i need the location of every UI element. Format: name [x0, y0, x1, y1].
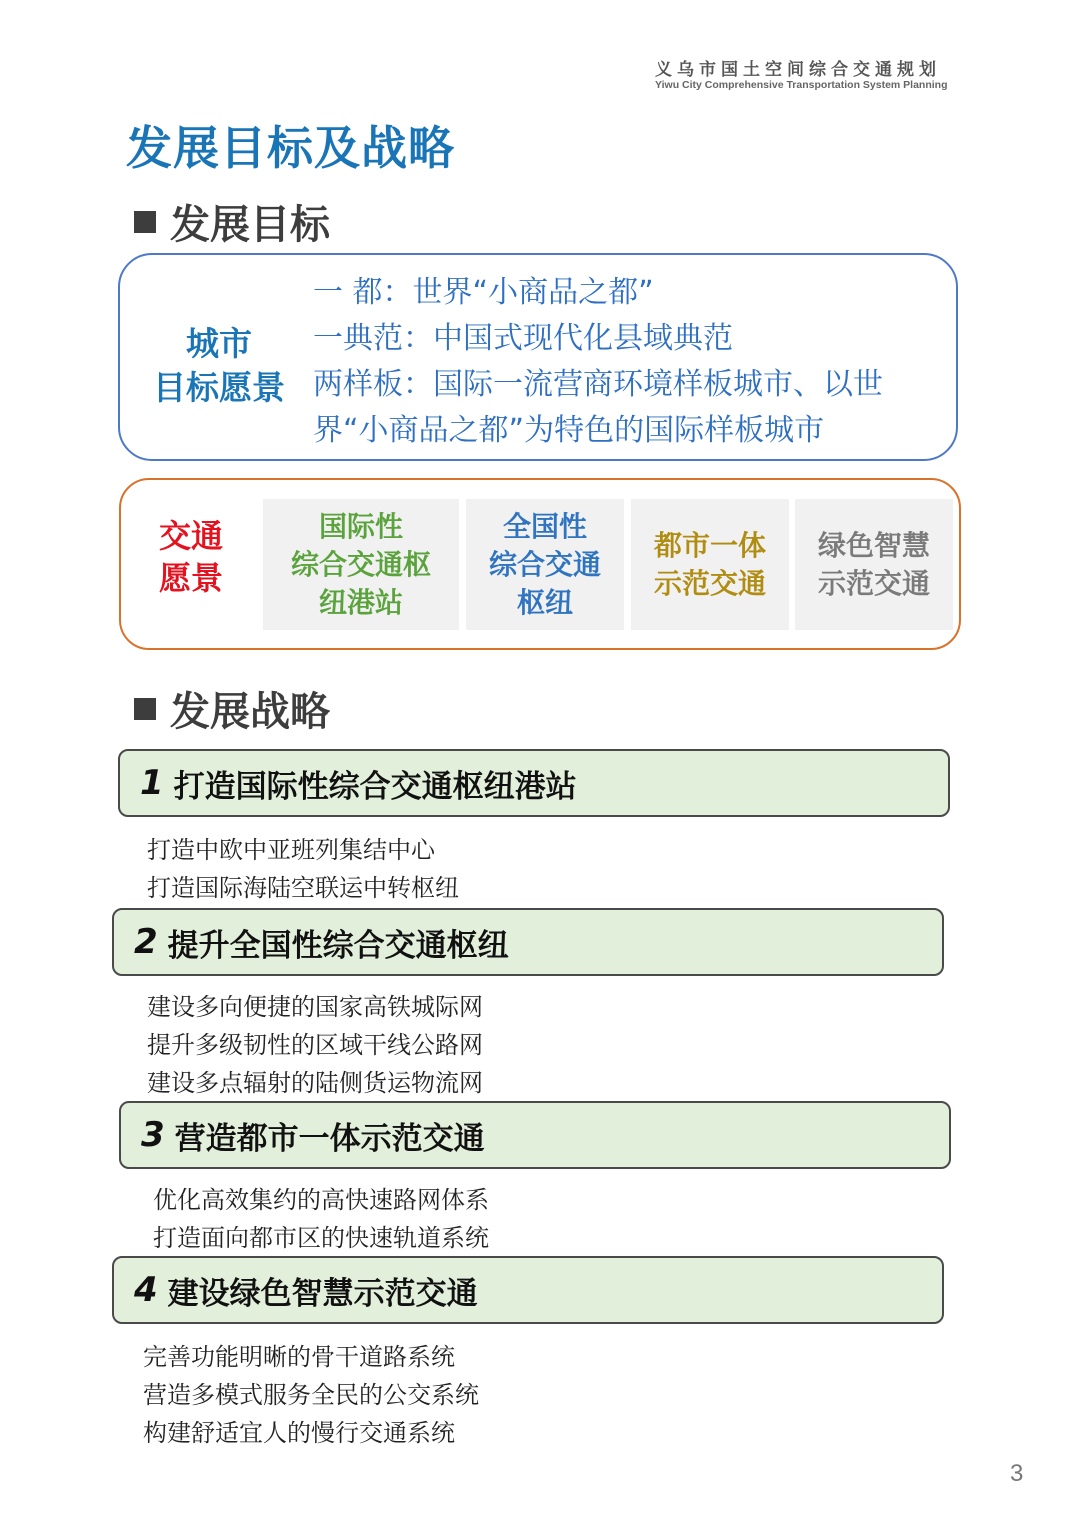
- strategy-item: 建设多向便捷的国家高铁城际网: [147, 993, 483, 1021]
- goals-section-title: [128, 193, 330, 250]
- strategy-number: 1: [140, 763, 164, 803]
- strategy-title: 建设绿色智慧示范交通: [167, 1275, 478, 1312]
- city-vision-label: [146, 322, 292, 410]
- cell-line: 综合交通枢: [290, 547, 431, 581]
- goals-section-label: 发展目标: [170, 202, 330, 248]
- strategy-item: 构建舒适宜人的慢行交通系统: [143, 1419, 455, 1447]
- traffic-vision-cell: [263, 499, 459, 630]
- city-vision-label-line1: 城市: [186, 324, 252, 363]
- traffic-vision-label: [146, 515, 236, 599]
- cell-line: 都市一体: [653, 528, 766, 562]
- traffic-vision-cell: [466, 499, 624, 630]
- traffic-vision-label-line2: 愿景: [158, 559, 223, 597]
- header-title-zh: 义乌市国土空间综合交通规划: [655, 60, 941, 80]
- city-vision-line-4: 界“小商品之都”为特色的国际样板城市: [313, 413, 825, 448]
- header-title-en: Yiwu City Comprehensive Transportation System Planning: [655, 79, 948, 91]
- strategy-title: 提升全国性综合交通枢纽: [167, 927, 509, 964]
- cell-line: 示范交通: [817, 566, 930, 600]
- strategy-section-label: 发展战略: [170, 689, 330, 735]
- cell-line: 绿色智慧: [817, 528, 930, 562]
- strategy-item: 打造中欧中亚班列集结中心: [147, 836, 435, 864]
- city-vision-line-2: 一典范：中国式现代化县域典范: [313, 321, 733, 356]
- cell-line: 综合交通: [488, 547, 601, 581]
- square-bullet-icon: [134, 211, 156, 233]
- cell-line: 纽港站: [318, 585, 403, 619]
- city-vision-label-line2: 目标愿景: [153, 368, 285, 407]
- strategy-title: 打造国际性综合交通枢纽港站: [173, 768, 577, 805]
- cell-line: 示范交通: [653, 566, 766, 600]
- traffic-vision-cell: [631, 499, 789, 630]
- traffic-vision-cell: [795, 499, 953, 630]
- strategy-item: 优化高效集约的高快速路网体系: [153, 1186, 489, 1214]
- city-vision-line-3: 两样板：国际一流营商环境样板城市、以世: [313, 367, 883, 402]
- strategy-bar-2: [112, 908, 944, 976]
- city-vision-line-1: 一 都：世界“小商品之都”: [313, 275, 654, 310]
- strategy-title: 营造都市一体示范交通: [174, 1120, 485, 1157]
- strategy-item: 建设多点辐射的陆侧货运物流网: [147, 1069, 483, 1097]
- strategy-item: 打造面向都市区的快速轨道系统: [153, 1224, 489, 1252]
- strategy-item: 提升多级韧性的区域干线公路网: [147, 1031, 483, 1059]
- strategy-bar-3: [119, 1101, 951, 1169]
- strategy-bar-4: [112, 1256, 944, 1324]
- strategy-number: 4: [134, 1270, 158, 1310]
- strategy-bar-1: [118, 749, 950, 817]
- strategy-number: 2: [134, 922, 158, 962]
- strategy-item: 营造多模式服务全民的公交系统: [143, 1381, 479, 1409]
- strategy-item: 完善功能明晰的骨干道路系统: [143, 1343, 455, 1371]
- traffic-vision-label-line1: 交通: [158, 517, 223, 555]
- strategy-item: 打造国际海陆空联运中转枢纽: [147, 874, 459, 902]
- page-number: 3: [1010, 1460, 1024, 1487]
- cell-line: 全国性: [502, 509, 587, 543]
- page-title: 发展目标及战略: [126, 121, 455, 175]
- strategy-number: 3: [141, 1115, 165, 1155]
- square-bullet-icon: [134, 698, 156, 720]
- strategy-section-title: [128, 680, 330, 737]
- cell-line: 枢纽: [516, 585, 573, 619]
- cell-line: 国际性: [318, 509, 403, 543]
